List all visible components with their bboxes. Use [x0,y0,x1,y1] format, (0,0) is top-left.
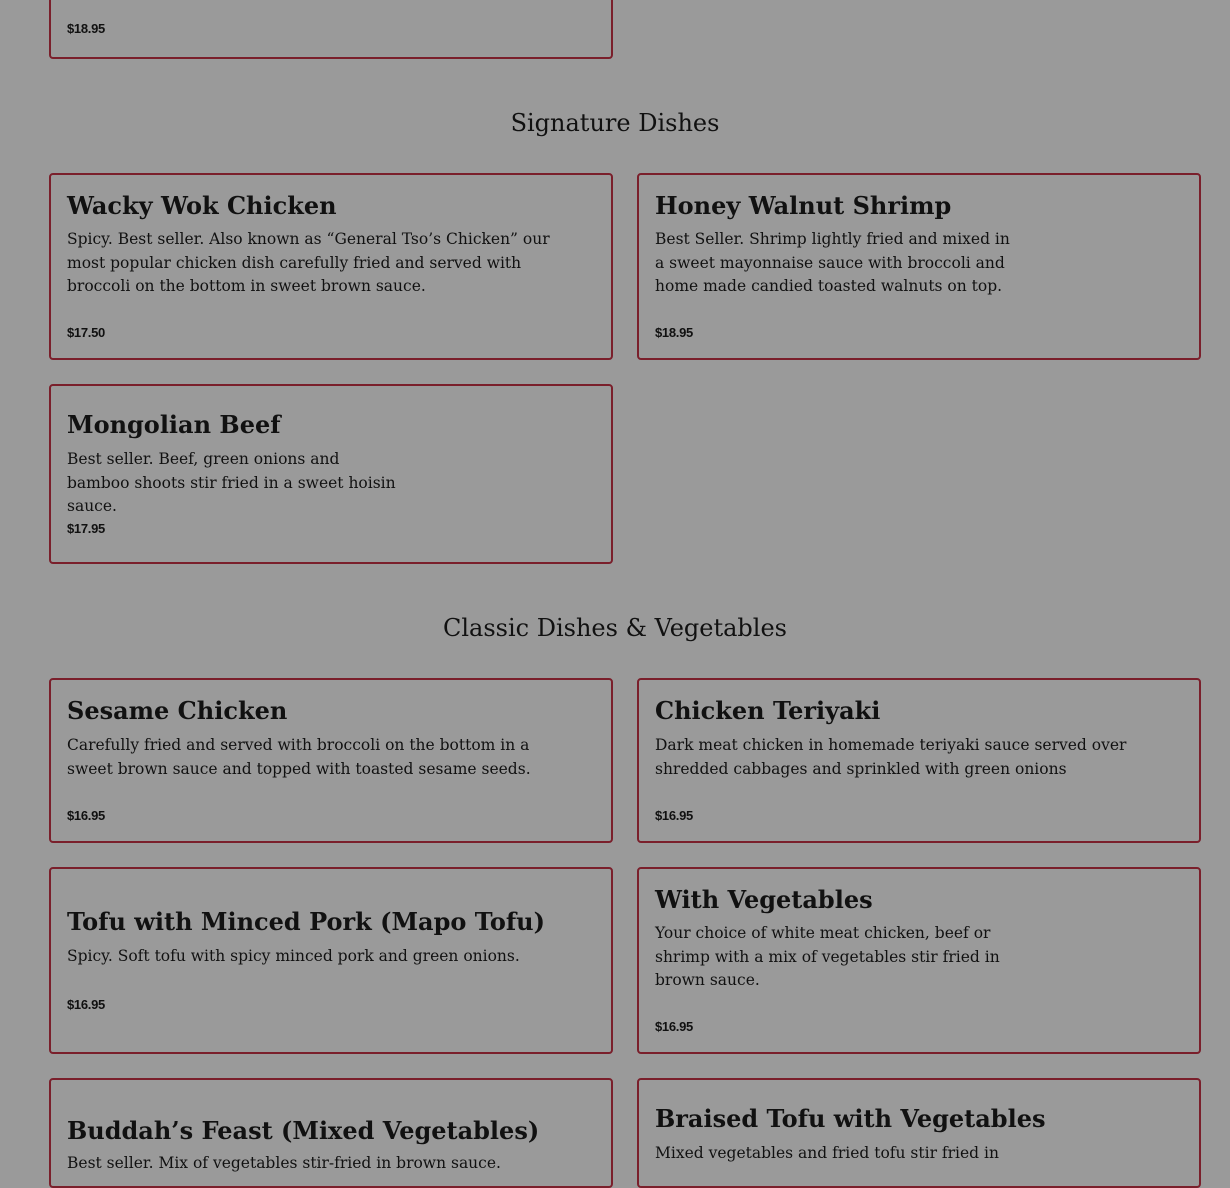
section-title-classic: Classic Dishes & Vegetables [443,614,787,642]
item-description: Mixed vegetables and fried tofu stir fried in [655,1144,999,1162]
item-title: With Vegetables [655,885,873,914]
item-price: $18.95 [655,325,693,340]
item-price: $16.95 [655,808,693,823]
item-title: Tofu with Minced Pork (Mapo Tofu) [67,907,545,936]
item-description: Best Seller. Shrimp lightly fried and mixed in a sweet mayonnaise sauce with broccoli and home made candied toasted walnuts on top. [655,230,1010,295]
menu-card-braised-tofu[interactable] [637,1078,1201,1188]
item-title: Mongolian Beef [67,410,281,439]
item-description: Best seller. Beef, green onions and bamboo shoots stir fried in a sweet hoisin sauce. [67,450,396,515]
item-price: $18.95 [67,21,105,36]
item-description: Dark meat chicken in homemade teriyaki sauce served over shredded cabbages and sprinkled with green onions [655,736,1127,778]
item-description: Best seller. Mix of vegetables stir-fried in brown sauce. [67,1154,501,1172]
menu-card-mapo-tofu[interactable] [49,867,613,1054]
item-title: Braised Tofu with Vegetables [655,1104,1046,1133]
item-description: Spicy. Soft tofu with spicy minced pork and green onions. [67,947,520,965]
menu-card[interactable] [49,0,613,59]
menu-card-honey-walnut-shrimp[interactable] [637,173,1201,360]
item-price: $16.95 [655,1019,693,1034]
menu-card-sesame-chicken[interactable] [49,678,613,843]
item-description: Spicy. Best seller. Also known as “General Tso’s Chicken” our most popular chicken dish carefully fried and served with broccoli on the bottom in sweet brown sauce. [67,230,550,295]
item-title: Wacky Wok Chicken [67,191,337,220]
item-price: $17.95 [67,521,105,536]
menu-card-buddahs-feast[interactable] [49,1078,613,1188]
item-title: Chicken Teriyaki [655,696,881,725]
menu-card-with-vegetables[interactable] [637,867,1201,1054]
menu-card-wacky-wok-chicken[interactable] [49,173,613,360]
item-title: Honey Walnut Shrimp [655,191,952,220]
item-description: Carefully fried and served with broccoli on the bottom in a sweet brown sauce and topped with toasted sesame seeds. [67,736,531,778]
item-description: Your choice of white meat chicken, beef or shrimp with a mix of vegetables stir fried in brown sauce. [655,924,1000,989]
menu-card-mongolian-beef[interactable] [49,384,613,564]
item-price: $16.95 [67,808,105,823]
item-price: $16.95 [67,997,105,1012]
item-price: $17.50 [67,325,105,340]
item-title: Sesame Chicken [67,696,288,725]
item-title: Buddah’s Feast (Mixed Vegetables) [67,1116,540,1145]
section-title-signature: Signature Dishes [510,109,720,137]
menu-card-chicken-teriyaki[interactable] [637,678,1201,843]
